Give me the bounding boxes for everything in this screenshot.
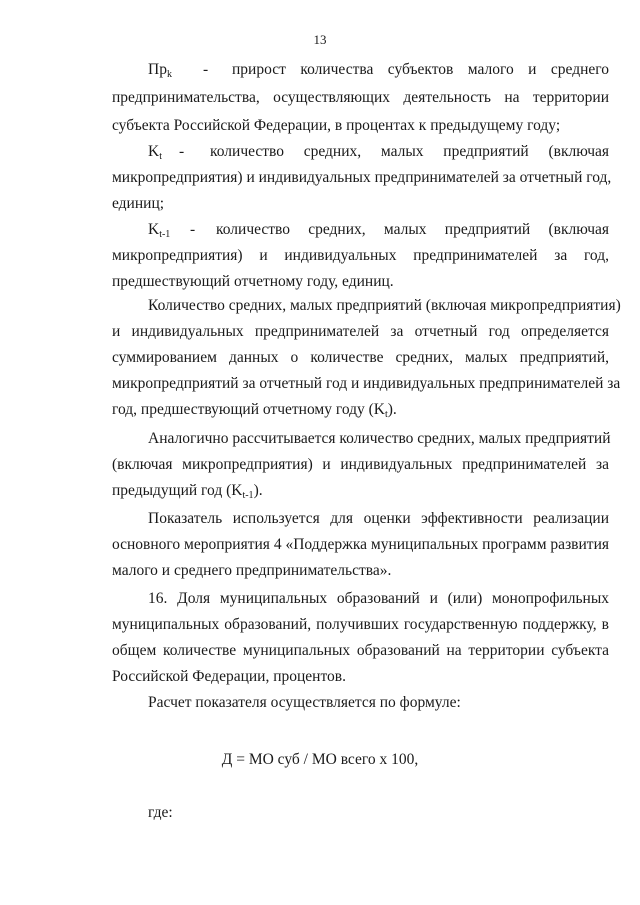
definition-text: микропредприятия) и индивидуальных предпринимателей за год, [112, 247, 609, 264]
section-16-line: 16. Доля муниципальных образований и (или) монопрофильных [148, 590, 609, 607]
definition-dash: - [179, 143, 185, 160]
calc-intro: Расчет показателя осуществляется по формуле: [148, 694, 461, 711]
paragraph-line: микропредприятий за отчетный год и индивидуальных предпринимателей за [112, 375, 621, 392]
formula: Д = МО суб / МО всего x 100, [221, 751, 419, 768]
definition-text: прирост количества субъектов малого и среднего [232, 61, 609, 78]
definition-symbol: $Пр_k$ [148, 61, 172, 80]
paragraph-line: основного мероприятия 4 «Поддержка муниципальных программ развития [112, 536, 609, 553]
section-16-line: Российской Федерации, процентов. [112, 668, 346, 685]
paragraph-line: Показатель используется для оценки эффективности реализации [148, 510, 609, 527]
page-number: 13 [313, 32, 327, 47]
where-label: где: [148, 804, 173, 821]
definition-dash: - [203, 61, 209, 78]
paragraph-line: и индивидуальных предпринимателей за отчетный год определяется [112, 323, 609, 340]
definition-symbol: $K_t$ [148, 143, 162, 162]
definition-text: субъекта Российской Федерации, в процентах к предыдущему году; [112, 117, 561, 134]
definition-text: предпринимательства, осуществляющих деятельность на территории [112, 89, 609, 106]
definition-text: единиц; [112, 195, 165, 212]
section-16-line: муниципальных образований, получивших государственную поддержку, в [112, 616, 609, 633]
definition-text: количество средних, малых предприятий (включая [210, 143, 609, 160]
definition-dash: - [190, 221, 196, 238]
paragraph-line: Аналогично рассчитывается количество средних, малых предприятий [148, 430, 611, 447]
definition-symbol: $K_{t-1}$ [148, 221, 171, 240]
paragraph-line: суммированием данных о количестве средних, малых предприятий, [112, 349, 609, 366]
section-16-line: общем количестве муниципальных образований на территории субъекта [112, 642, 609, 659]
definition-text: предшествующий отчетному году, единиц. [112, 273, 394, 290]
definition-text: количество средних, малых предприятий (включая [216, 221, 609, 238]
paragraph-line: малого и среднего предпринимательства». [112, 562, 392, 579]
paragraph-line: год, предшествующий отчетному году $(K_t)$. [112, 401, 397, 420]
definition-text: микропредприятия) и индивидуальных предпринимателей за отчетный год, [112, 169, 612, 186]
paragraph-line: (включая микропредприятия) и индивидуальных предпринимателей за [112, 456, 609, 473]
paragraph-line: предыдущий год $(K_{t-1})$. [112, 482, 263, 501]
paragraph-line: Количество средних, малых предприятий (включая микропредприятия) [148, 297, 621, 314]
